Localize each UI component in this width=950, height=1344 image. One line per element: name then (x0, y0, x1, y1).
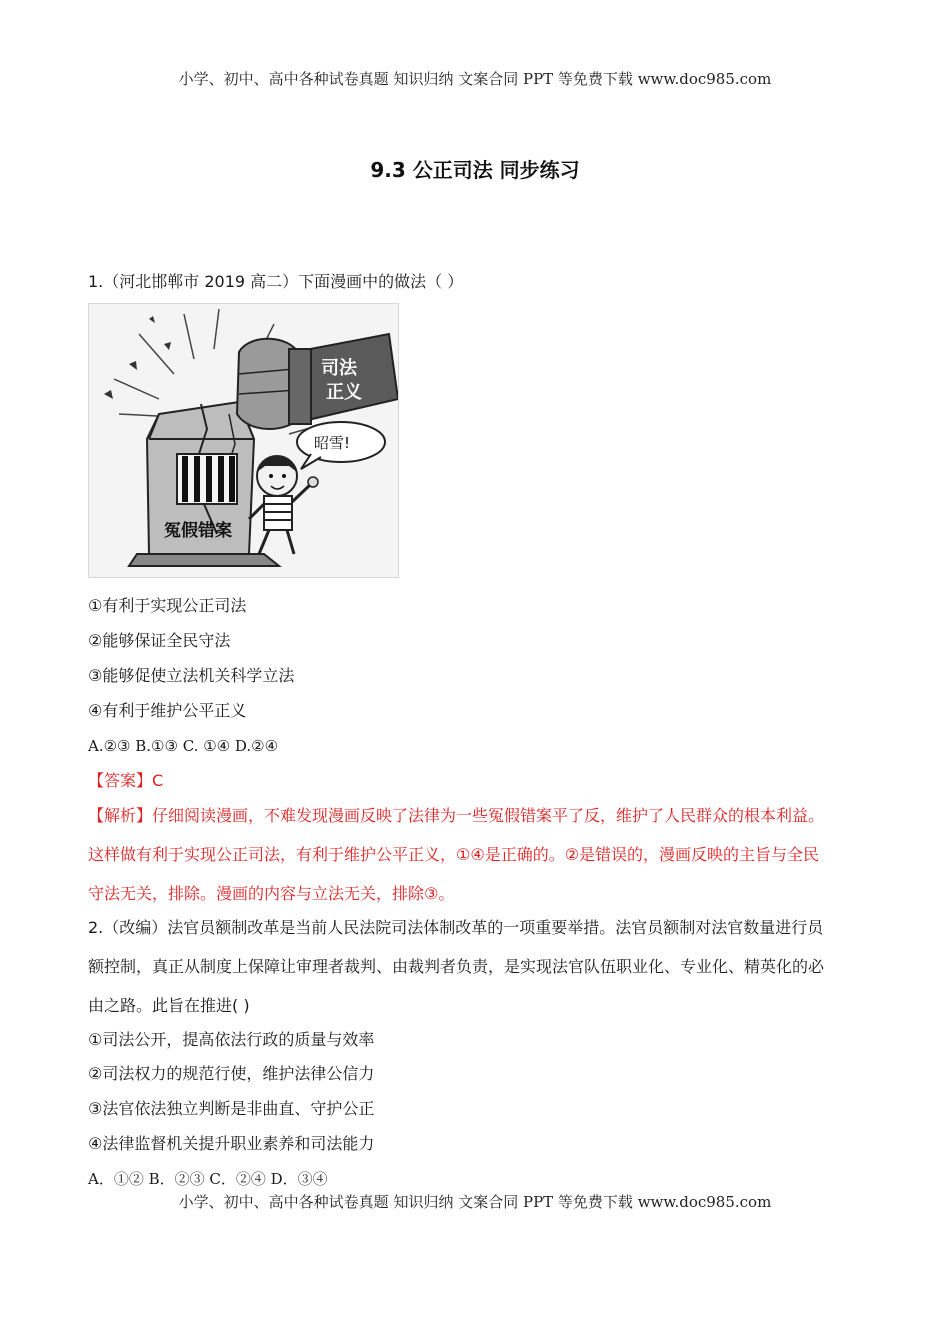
fist-label-line2: 正义 (326, 382, 362, 403)
q1-choices: A.②③ B.①③ C. ①④ D.②④ (88, 737, 279, 755)
q2-choices: A．①② B．②③ C．②④ D．③④ (88, 1170, 328, 1188)
cartoon-illustration (88, 303, 399, 578)
page-header: 小学、初中、高中各种试卷真题 知识归纳 文案合同 PPT 等免费下载 www.doc985.com (178, 70, 772, 88)
q2-stem-line-1: 2.（改编）法官员额制改革是当前人民法院司法体制改革的一项重要举措。法官员额制对法官数量进行员 (88, 918, 824, 937)
q1-analysis-line-3: 守法无关，排除。漫画的内容与立法无关，排除③。 (88, 884, 455, 903)
question-1-stem: 1.（河北邯郸市 2019 高二）下面漫画中的做法（ ） (88, 272, 464, 291)
q2-option-4: ④法律监督机关提升职业素养和司法能力 (88, 1134, 375, 1153)
fist-label-line1: 司法 (321, 358, 357, 379)
speech-bubble (297, 422, 385, 469)
q1-option-2: ②能够保证全民守法 (88, 631, 231, 650)
page-title: 9.3 公正司法 同步练习 (370, 158, 580, 182)
q1-option-4: ④有利于维护公平正义 (88, 701, 247, 720)
q2-stem-line-3: 由之路。此旨在推进( ) (88, 996, 250, 1015)
prison-label: 冤假错案 (164, 521, 232, 541)
q2-option-3: ③法官依法独立判断是非曲直、守护公正 (88, 1099, 375, 1118)
q1-analysis-line-1: 【解析】仔细阅读漫画，不难发现漫画反映了法律为一些冤假错案平了反，维护了人民群众的根本利益。 (88, 806, 825, 825)
q1-analysis-line-2: 这样做有利于实现公正司法，有利于维护公平正义，①④是正确的。②是错误的，漫画反映的主旨与全民 (88, 845, 820, 864)
q2-stem-line-2: 额控制，真正从制度上保障让审理者裁判、由裁判者负责，是实现法官队伍职业化、专业化、精英化的必 (88, 957, 825, 976)
q1-answer: 【答案】C (88, 771, 164, 790)
q2-option-1: ①司法公开，提高依法行政的质量与效率 (88, 1030, 375, 1049)
q2-option-2: ②司法权力的规范行使，维护法律公信力 (88, 1064, 375, 1083)
cheering-person (249, 456, 318, 554)
q1-option-3: ③能够促使立法机关科学立法 (88, 666, 295, 685)
q1-option-1: ①有利于实现公正司法 (88, 596, 247, 615)
speech-bubble-text: 昭雪! (314, 434, 351, 452)
page-footer: 小学、初中、高中各种试卷真题 知识归纳 文案合同 PPT 等免费下载 www.doc985.com (178, 1193, 772, 1211)
fist-of-justice (237, 334, 398, 429)
